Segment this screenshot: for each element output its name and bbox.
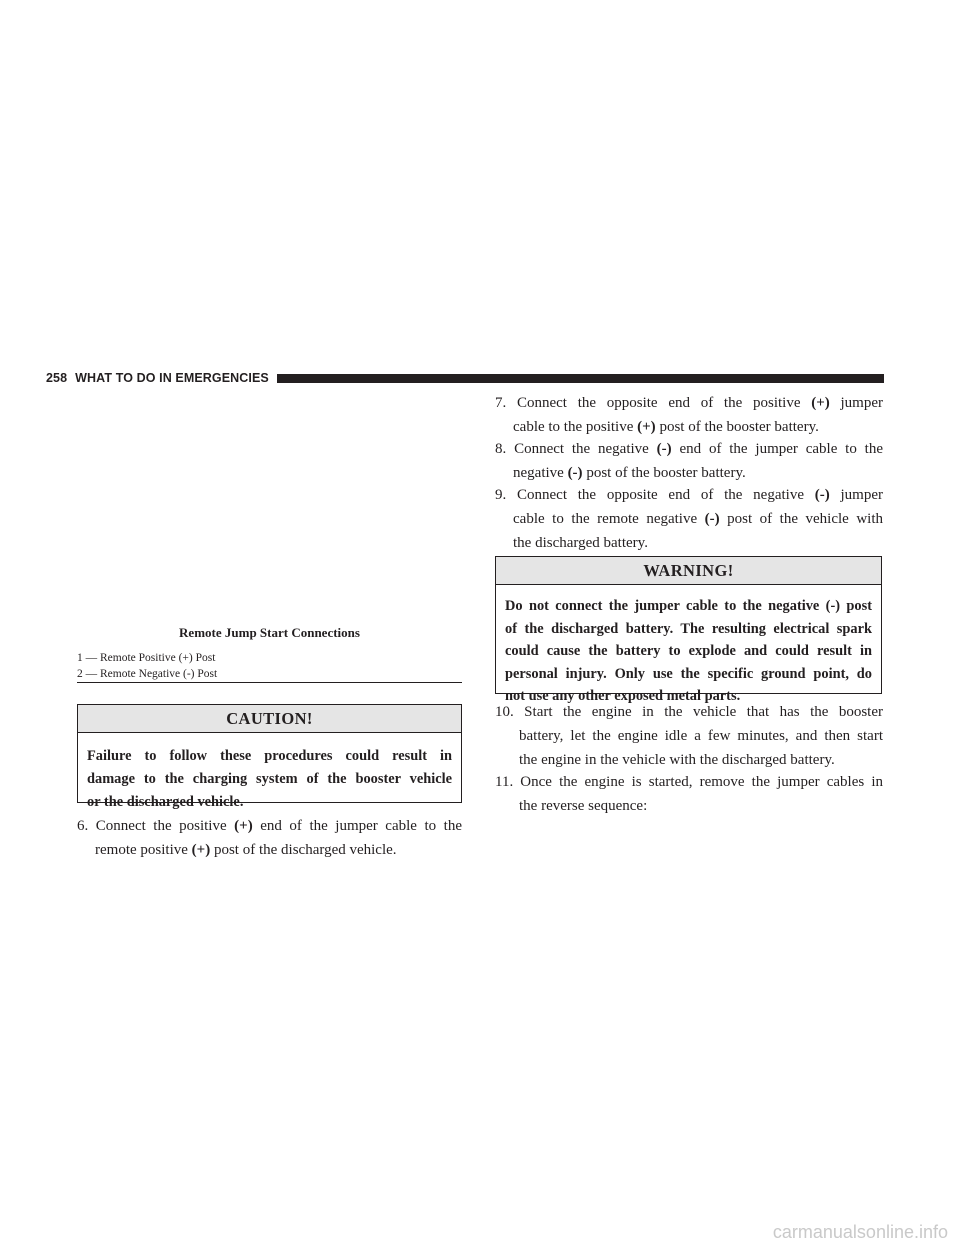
polarity-symbol: (-) (656, 441, 672, 457)
legend-divider (77, 682, 462, 683)
step-line (495, 461, 883, 485)
polarity-symbol: (+) (811, 395, 830, 411)
step-text: end of the jumper cable to the (252, 818, 462, 834)
step-text: 7. Connect the opposite end of the positive (495, 395, 812, 411)
step-line (495, 415, 883, 439)
polarity-symbol: (-) (704, 511, 720, 527)
step-line: the engine in the vehicle with the discharged battery. (519, 752, 835, 768)
warning-line: personal injury. Only use the specific ground point, do (505, 665, 872, 682)
page-header (46, 371, 884, 385)
step-text: post of the booster battery. (655, 419, 819, 435)
step-8 (495, 437, 883, 485)
warning-line: of the discharged battery. The resulting electrical spark (505, 620, 872, 637)
polarity-symbol: (+) (637, 419, 656, 435)
caution-title: CAUTION! (78, 705, 461, 733)
polarity-symbol: (-) (567, 465, 583, 481)
step-text: 9. Connect the opposite end of the negative (495, 487, 815, 503)
step-text: post of the discharged vehicle. (210, 842, 397, 858)
step-line: the reverse sequence: (519, 798, 648, 814)
caution-line: or the discharged vehicle. (87, 794, 244, 810)
step-text: 6. Connect the positive (77, 818, 235, 834)
step-text: post of the booster battery. (582, 465, 746, 481)
step-line: 11. Once the engine is started, remove the jumper cables in (495, 774, 883, 790)
watermark-text (0, 1222, 960, 1243)
step-6 (77, 814, 462, 862)
warning-box (495, 556, 882, 704)
legend-item: 1 — Remote Positive (+) Post (77, 652, 216, 664)
caution-line: damage to the charging system of the booster vehicle (87, 771, 452, 787)
step-text: jumper (829, 395, 883, 411)
caution-line: Failure to follow these procedures could result in (87, 748, 452, 764)
step-line (495, 507, 883, 531)
step-line: the discharged battery. (513, 535, 648, 551)
step-line (495, 391, 883, 415)
step-line: battery, let the engine idle a few minutes, and then start (519, 728, 883, 744)
step-line (495, 437, 883, 461)
figure-illustration (77, 392, 462, 622)
polarity-symbol: (+) (234, 818, 253, 834)
step-text: cable to the positive (513, 419, 638, 435)
section-title: WHAT TO DO IN EMERGENCIES (75, 371, 269, 385)
step-11 (495, 770, 883, 818)
step-text: remote positive (95, 842, 192, 858)
warning-text (496, 585, 881, 716)
warning-line: Do not connect the jumper cable to the negative (-) post (505, 598, 872, 614)
page-number: 258 (46, 371, 68, 385)
step-line (495, 483, 883, 507)
watermark-label: carmanualsonline.info (772, 1222, 948, 1242)
step-line (77, 814, 462, 838)
step-text: post of the vehicle with (719, 511, 883, 527)
figure-legend (77, 650, 462, 682)
warning-line: could cause the battery to explode and could result in (505, 643, 872, 659)
caution-box (77, 704, 462, 810)
step-text: 8. Connect the negative (495, 441, 657, 457)
step-line (77, 838, 462, 862)
step-line: 10. Start the engine in the vehicle that has the booster (495, 704, 883, 720)
caution-text (78, 733, 461, 822)
step-text: jumper (829, 487, 883, 503)
figure-caption: Remote Jump Start Connections (179, 625, 360, 640)
step-text: negative (513, 465, 568, 481)
step-7 (495, 391, 883, 439)
step-9 (495, 483, 883, 555)
warning-title: WARNING! (496, 557, 881, 585)
step-text: end of the jumper cable to the (671, 441, 883, 457)
step-text: cable to the remote negative (513, 511, 705, 527)
header-rule (277, 374, 884, 383)
step-10 (495, 700, 883, 772)
warning-line: not use any other exposed metal parts. (505, 688, 741, 704)
polarity-symbol: (+) (191, 842, 211, 858)
legend-item: 2 — Remote Negative (-) Post (77, 668, 218, 680)
polarity-symbol: (-) (814, 487, 830, 503)
